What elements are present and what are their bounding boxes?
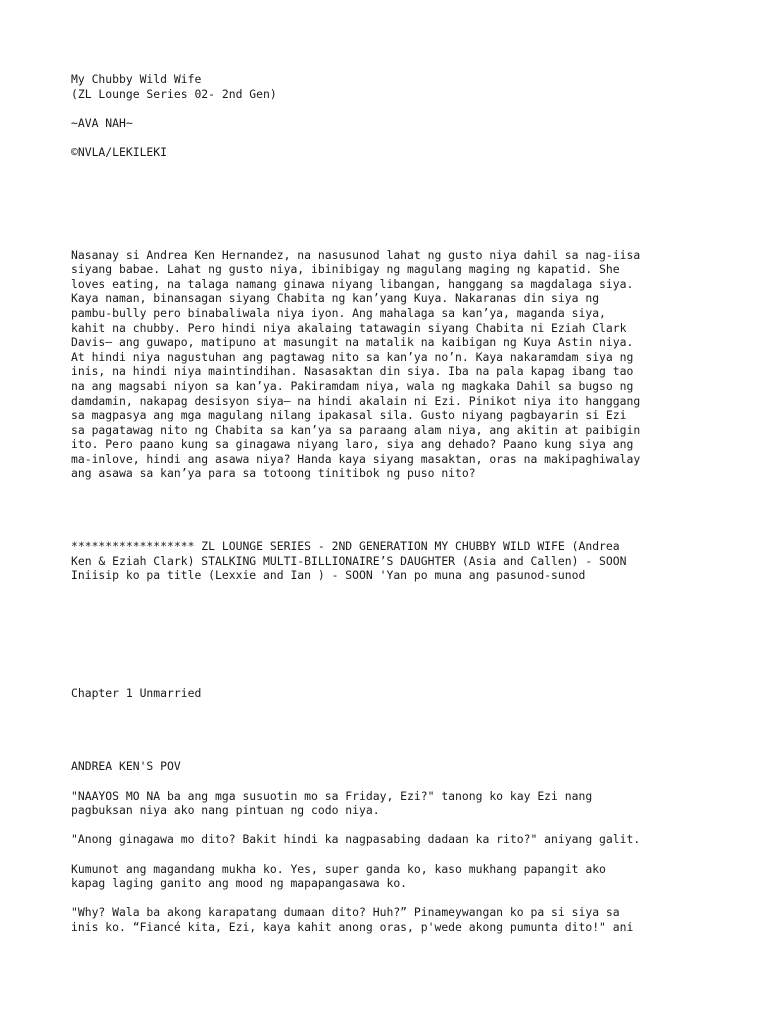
blurb-line: Nasanay si Andrea Ken Hernandez, na nasusunod lahat ng gusto niya dahil sa nag-iisa xyxy=(71,247,641,262)
copyright-line: ©NVLA/LEKILEKI xyxy=(71,144,168,159)
author-name: ~AVA NAH~ xyxy=(71,115,133,130)
document-page xyxy=(71,72,711,935)
blurb-line: damdamin, nakapag desisyon siya– na hindi akalain ni Ezi. Pinikot niya ito hanggang xyxy=(71,393,641,408)
series-subtitle: (ZL Lounge Series 02- 2nd Gen) xyxy=(71,86,277,101)
header xyxy=(71,72,711,160)
body-paragraph xyxy=(71,789,711,818)
blurb-line: Kaya naman, binansagan siyang Chabita ng kan’yang Kuya. Nakaranas din siya ng xyxy=(71,291,600,306)
blurb-line: pambu-bully pero binabaliwala niya iyon. Ang mahalaga sa kan’ya, maganda siya, xyxy=(71,305,606,320)
blurb-line: ma-inlove, hindi ang asawa niya? Handa kaya siyang masaktan, oras na makipaghiwalay xyxy=(71,451,641,466)
body-paragraph xyxy=(71,862,711,891)
series-note xyxy=(71,539,711,583)
body-line: "Anong ginagawa mo dito? Bakit hindi ka nagpasabing dadaan ka rito?" aniyang galit. xyxy=(71,832,641,847)
body-line: Kumunot ang magandang mukha ko. Yes, super ganda ko, kaso mukhang papangit ako xyxy=(71,861,606,876)
blurb-line: na ang magsabi niyon sa kan’ya. Pakiramdam niya, wala ng magkaka Dahil sa bugso ng xyxy=(71,378,634,393)
blurb-line: sa pagatawag nito ng Chabita sa kan’ya sa paraang alam niya, ang akitin at paibigin xyxy=(71,422,641,437)
book-title: My Chubby Wild Wife xyxy=(71,72,202,86)
body-line: "NAAYOS MO NA ba ang mga susuotin mo sa Friday, Ezi?" tanong ko kay Ezi nang xyxy=(71,788,593,803)
blurb-line: kahit na chubby. Pero hindi niya akalaing tatawagin siyang Chabita ni Eziah Clark xyxy=(71,320,627,335)
pov-heading: ANDREA KEN'S POV xyxy=(71,759,181,774)
blurb-line: Davis– ang guwapo, matipuno at masungit na matalik na kaibigan ng Kuya Astin niya. xyxy=(71,335,634,350)
blurb-line: ang asawa sa kan’ya para sa totoong tinitibok ng puso nito? xyxy=(71,466,476,481)
body-line: inis ko. “Fiancé kita, Ezi, kaya kahit anong oras, p'wede akong pumunta dito!" ani xyxy=(71,919,634,934)
blurb-line: siyang babae. Lahat ng gusto niya, ibinibigay ng magulang maging ng kapatid. She xyxy=(71,262,620,277)
body-line: "Why? Wala ba akong karapatang dumaan dito? Huh?” Pinameywangan ko pa si siya sa xyxy=(71,905,620,920)
blurb-line: sa magpasya ang mga magulang nilang ipakasal sila. Gusto niyang pagbayarin si Ezi xyxy=(71,408,627,423)
series-note-line: Ken & Eziah Clark) STALKING MULTI-BILLIONAIRE’S DAUGHTER (Asia and Callen) - SOON xyxy=(71,553,627,568)
body-paragraph xyxy=(71,832,711,847)
chapter-body xyxy=(71,789,711,935)
series-note-line: ****************** ZL LOUNGE SERIES - 2ND GENERATION MY CHUBBY WILD WIFE (Andrea xyxy=(71,539,620,554)
body-paragraph xyxy=(71,905,711,934)
blurb-line: At hindi niya nagustuhan ang pagtawag nito sa kan’ya no’n. Kaya nakaramdam siya ng xyxy=(71,349,634,364)
chapter-heading: Chapter 1 Unmarried xyxy=(71,685,202,700)
series-note-line: Iniisip ko pa title (Lexxie and Ian ) - SOON 'Yan po muna ang pasunod-sunod xyxy=(71,568,586,583)
body-line: kapag laging ganito ang mood ng mapapangasawa ko. xyxy=(71,876,408,891)
blurb-line: loves eating, na talaga namang ginawa niyang libangan, hanggang sa magdalaga siya. xyxy=(71,276,634,291)
body-line: pagbuksan niya ako nang pintuan ng codo niya. xyxy=(71,803,380,818)
blurb-line: inis, na hindi niya maintindihan. Nasasaktan din siya. Iba na pala kapag ibang tao xyxy=(71,364,634,379)
blurb-paragraph xyxy=(71,248,711,482)
blurb-line: ito. Pero paano kung sa ginagawa niyang laro, siya ang dehado? Paano kung siya ang xyxy=(71,437,634,452)
